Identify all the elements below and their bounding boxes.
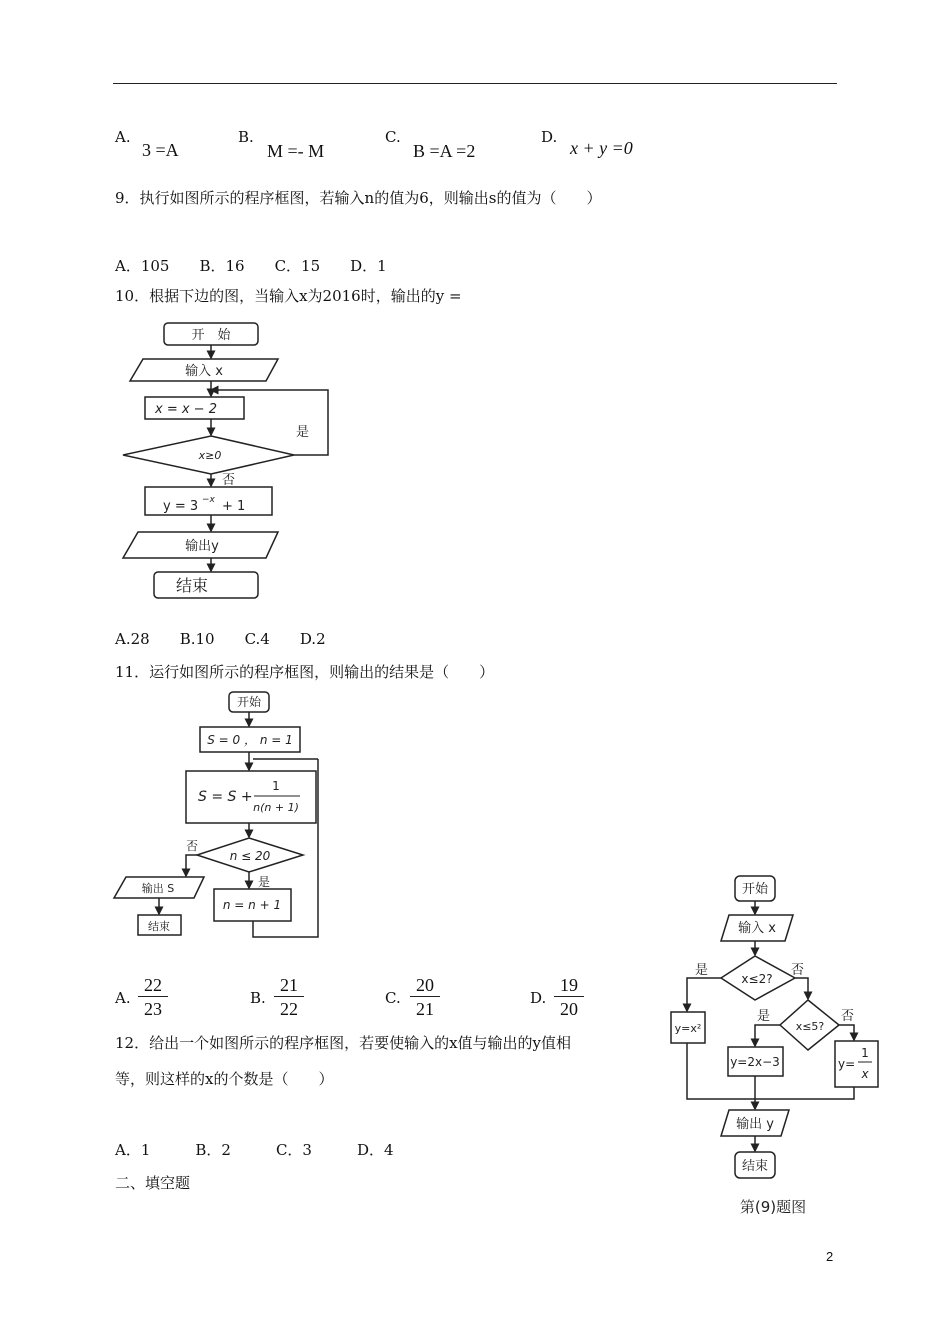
q11-option-d-num: 19 <box>554 974 584 997</box>
fig9-input-label: 输入 x <box>738 921 776 936</box>
fig9-box1-label: y=x² <box>674 1022 702 1035</box>
q11-option-d-den: 20 <box>560 999 578 1019</box>
q10-stem: 10．根据下边的图，当输入x为2016时，输出的y = <box>115 287 462 305</box>
q9-stem: 9．执行如图所示的程序框图，若输入n的值为6，则输出s的值为（ ） <box>115 189 602 207</box>
q10-start-label: 开 始 <box>191 328 231 343</box>
q8-option-b-letter: B. <box>238 128 254 146</box>
fig9-yes2-label: 是 <box>757 1009 771 1024</box>
q11-assign-label: S = S + <box>198 789 253 805</box>
fig9-yes1-label: 是 <box>695 963 709 978</box>
fig9-end-label: 结束 <box>741 1159 769 1174</box>
q12-stem-line1: 12．给出一个如图所示的程序框图，若要使输入的x值与输出的y值相 <box>115 1034 572 1052</box>
page-number: 2 <box>826 1249 834 1264</box>
q11-option-c-den: 21 <box>416 999 434 1019</box>
q10-compute-exp: −x <box>202 495 215 505</box>
q11-cond-label: n ≤ 20 <box>229 849 271 863</box>
q11-option-b-den: 22 <box>280 999 298 1019</box>
q11-output-label: 输出 S <box>141 882 175 895</box>
q8-option-c-expr: B =A =2 <box>413 141 476 161</box>
q11-init-label: S = 0 ， n = 1 <box>207 733 293 747</box>
q10-compute-label: y = 3 <box>163 499 199 514</box>
section-2-heading: 二、填空题 <box>115 1174 191 1192</box>
q11-option-b-frac <box>274 974 304 1021</box>
q11-flowchart <box>108 688 326 940</box>
q11-end-label: 结束 <box>148 920 170 933</box>
q11-option-a-letter: A. <box>115 989 131 1007</box>
q11-option-a-den: 23 <box>144 999 162 1019</box>
fig9-caption: 第(9)题图 <box>739 1198 807 1216</box>
fig9-cond2-label: x≤5? <box>795 1020 825 1033</box>
q10-options: A.28 B.10 C.4 D.2 <box>115 630 326 648</box>
q11-option-a-frac <box>138 974 168 1021</box>
q11-frac-den: n(n + 1) <box>253 801 299 814</box>
fig9-box3-den: x <box>861 1067 869 1081</box>
q11-start-label: 开始 <box>236 695 262 709</box>
q10-compute-plus: + 1 <box>222 499 246 514</box>
fig9-box3-num: 1 <box>861 1046 869 1060</box>
q8-option-d-expr: x + y =0 <box>570 138 633 158</box>
q11-option-b-letter: B. <box>250 989 266 1007</box>
q10-yes-label: 是 <box>296 425 310 440</box>
fig9-output-label: 输出 y <box>736 1117 774 1132</box>
header-rule <box>113 83 837 84</box>
q8-option-a-expr: 3 =A <box>142 140 179 160</box>
q11-frac-num: 1 <box>272 779 280 793</box>
fig9-box3-prefix: y= <box>838 1057 856 1071</box>
q10-no-label: 否 <box>222 473 236 488</box>
q11-option-c-num: 20 <box>410 974 440 997</box>
q11-option-a-num: 22 <box>138 974 168 997</box>
q8-option-a-letter: A. <box>115 128 131 146</box>
fig9-no2-label: 否 <box>841 1009 855 1024</box>
q8-option-d-letter: D. <box>541 128 558 146</box>
fig9-box2-label: y=2x−3 <box>730 1055 780 1069</box>
fig9-cond1-label: x≤2? <box>741 972 773 986</box>
q11-option-b-num: 21 <box>274 974 304 997</box>
fig9-no1-label: 否 <box>791 963 805 978</box>
q11-option-c-letter: C. <box>385 989 401 1007</box>
q8-option-b-expr: M =- M <box>267 141 325 161</box>
q11-stem: 11．运行如图所示的程序框图，则输出的结果是（ ） <box>115 663 495 681</box>
q10-flowchart <box>118 318 340 604</box>
q11-no-label: 否 <box>186 839 199 853</box>
q11-option-d-letter: D. <box>530 989 547 1007</box>
q10-input-label: 输入 x <box>185 364 223 379</box>
q11-option-d-frac <box>554 974 584 1021</box>
q11-option-c-frac <box>410 974 440 1021</box>
q8-option-c-letter: C. <box>385 128 401 146</box>
q12-stem-line2: 等，则这样的x的个数是（ ） <box>115 1070 334 1088</box>
q10-output-label: 输出y <box>185 539 219 554</box>
q11-yes-label: 是 <box>258 875 271 889</box>
q10-end-label: 结束 <box>175 576 209 595</box>
fig9-start-label: 开始 <box>741 882 769 897</box>
fig9-flowchart <box>665 870 891 1222</box>
q11-incr-label: n = n + 1 <box>222 898 282 912</box>
q10-assign-label: x = x − 2 <box>155 402 217 417</box>
q9-options: A．105 B．16 C．15 D．1 <box>115 257 387 275</box>
q12-options: A．1 B．2 C．3 D．4 <box>115 1141 394 1159</box>
q10-cond-label: x≥0 <box>198 449 222 462</box>
